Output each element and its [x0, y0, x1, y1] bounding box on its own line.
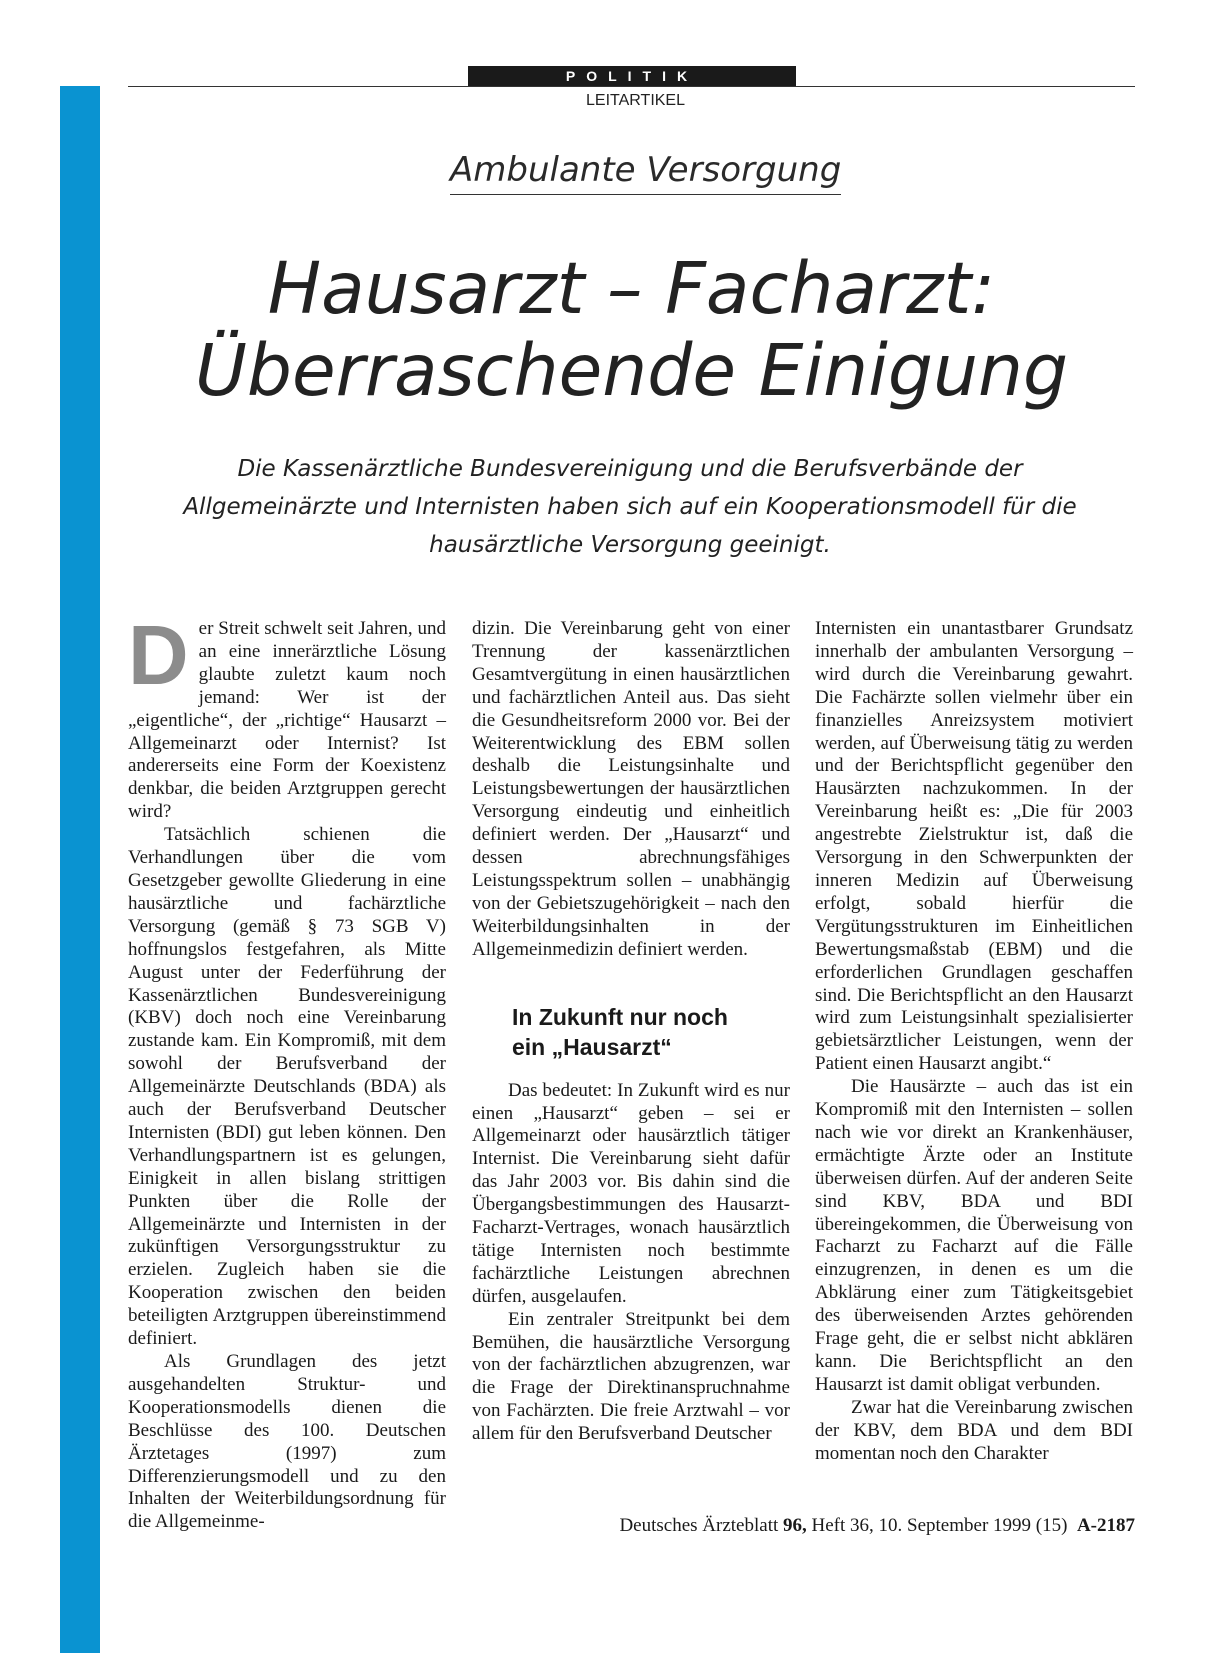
header-rule [128, 86, 1135, 87]
paragraph: Die Hausärzte – auch das ist ein Kompromiß mit den Internisten – sollen nach wie vor direkt an Krankenhäuser, ermächtigte Ärzte oder an Institute überweisen dürfen. Auf der anderen Seite sind KBV, BDA und BDI übereingekommen, die Überweisung von Facharzt zu Facharzt auf die Fälle einzugrenzen, in denen es um die Abklärung einer zum Tätigkeitsgebiet des überweisenden Arztes gehörenden Frage geht, die er selbst nicht abklären kann. Die Berichtspflicht an den Hausarzt ist damit obligat verbunden. [815, 1076, 1133, 1395]
paragraph-text: er Streit schwelt seit Jahren, und an eine innerärztliche Lösung glaubte zuletzt kaum noch jemand: Wer ist der „eigentliche“, der „richtige“ Hausarzt – Allgemeinarzt oder Internist? Ist andererseits eine Form der Koexistenz denkbar, die beiden Arztgruppen gerecht wird? [128, 618, 446, 823]
drop-cap: D [128, 608, 189, 702]
text-column-1 [128, 608, 446, 1534]
accent-sidebar-bar [60, 86, 100, 1653]
issue-info: Heft 36, 10. September 1999 (15) [811, 1515, 1068, 1536]
paragraph: Ein zentraler Streitpunkt bei dem Bemühen, die hausärztliche Versorgung von der fachärztlichen abzugrenzen, war die Frage der Direktinanspruchnahme von Fachärzten. Die freie Arztwahl – vor allem für den Berufsverband Deutscher [472, 1308, 790, 1445]
paragraph: dizin. Die Vereinbarung geht von einer Trennung der kassenärztlichen Gesamtvergütung in einen hausärztlichen und fachärztlichen Anteil aus. Das sieht die Gesundheitsreform 2000 vor. Bei der Weiterentwicklung des EBM sollen deshalb die Leistungsinhalte und Leistungsbewertungen der hausärztlichen Versorgung eindeutig und einheitlich definiert werden. Der „Hausarzt“ und dessen abrechnungsfähiges Leistungsspektrum sollen – unabhängig von der Gebietszugehörigkeit – nach den Weiterbildungsinhalten in der Allgemeinmedizin definiert werden. [472, 618, 790, 960]
headline-line-2: Überraschende Einigung [194, 329, 1069, 412]
section-label: POLITIK [468, 66, 796, 86]
text-column-3 [815, 618, 1133, 1466]
section-subhead [512, 1002, 790, 1062]
page-footer [619, 1515, 1135, 1537]
paragraph [128, 608, 446, 824]
lead-paragraph: Die Kassenärztliche Bundesvereinigung und die Berufsverbände der Allgemeinärzte und Internisten haben sich auf ein Kooperationsmodell für die hausärztliche Versorgung geeinigt. [183, 456, 1077, 558]
paragraph: Als Grundlagen des jetzt ausgehandelten Struktur- und Kooperationsmodells dienen die Beschlüsse des 100. Deutschen Ärztetages (1997) zum Differenzierungsmodell und zu den Inhalten der Weiterbildungsordnung für die Allgemeinme- [128, 1351, 446, 1533]
paragraph: Internisten ein unantastbarer Grundsatz innerhalb der ambulanten Versorgung – wird durch die Vereinbarung gewahrt. Die Fachärzte sollen vielmehr über ein finanzielles Anreizsystem motiviert werden, auf Überweisung tätig zu werden und der Berichtspflicht gegenüber den Hausärzten nachzukommen. In der Vereinbarung heißt es: „Die für 2003 angestrebte Zielstruktur ist, daß die Versorgung in den Schwerpunkten der inneren Medizin auf Überweisung erfolgt, sobald hierfür die Vergütungsstrukturen im Einheitlichen Bewertungsmaßstab (EBM) und die erforderlichen Grundlagen geschaffen sind. Die Berichtspflicht an den Hausarzt wird zum Leistungsinhalt spezialisierter gebietsärztlicher Leistungen, wenn der Patient einen Hausarzt angibt.“ [815, 618, 1133, 1075]
subhead-line-2: ein „Hausarzt“ [512, 1033, 672, 1060]
paragraph: Das bedeutet: In Zukunft wird es nur einen „Hausarzt“ geben – sei er Allgemeinarzt oder hausärztlich tätiger Internist. Die Vereinbarung sieht dafür das Jahr 2003 vor. Bis dahin sind die Übergangsbestimmungen des Hausarzt-Facharzt-Vertrages, wonach hausärztlich tätige Internisten noch bestimmte fachärztliche Leistungen abrechnen dürfen, ausgelaufen. [472, 1079, 790, 1307]
volume-number: 96, [783, 1515, 807, 1536]
paragraph: Tatsächlich schienen die Verhandlungen über die vom Gesetzgeber gewollte Gliederung in eine hausärztliche und fachärztliche Versorgung (gemäß § 73 SGB V) hoffnungslos festgefahren, als Mitte August unter der Federführung der Kassenärztlichen Bundesvereinigung (KBV) doch noch eine Vereinbarung zustande kam. Ein Kompromiß, mit dem sowohl der Berufsverband der Allgemeinärzte Deutschlands (BDA) als auch der Berufsverband Deutscher Internisten (BDI) gut leben können. Den Verhandlungspartnern ist es gelungen, Einigkeit in allen bislang strittigen Punkten über die Rolle der Allgemeinärzte und Internisten in der zukünftigen Versorgungsstruktur zu erzielen. Zugleich haben sie die Kooperation zwischen den beiden beteiligten Arztgruppen übereinstimmend definiert. [128, 824, 446, 1350]
subhead-line-1: In Zukunft nur noch [512, 1003, 728, 1030]
subsection-label: LEITARTIKEL [586, 92, 685, 109]
journal-name: Deutsches Ärzteblatt [619, 1515, 779, 1536]
article-kicker: Ambulante Versorgung [450, 150, 841, 195]
headline-line-1: Hausarzt – Facharzt: [267, 247, 996, 330]
page-number: A-2187 [1076, 1515, 1135, 1536]
text-column-2 [472, 618, 790, 1446]
paragraph: Zwar hat die Vereinbarung zwischen der KBV, dem BDA und dem BDI momentan noch den Charakter [815, 1396, 1133, 1464]
